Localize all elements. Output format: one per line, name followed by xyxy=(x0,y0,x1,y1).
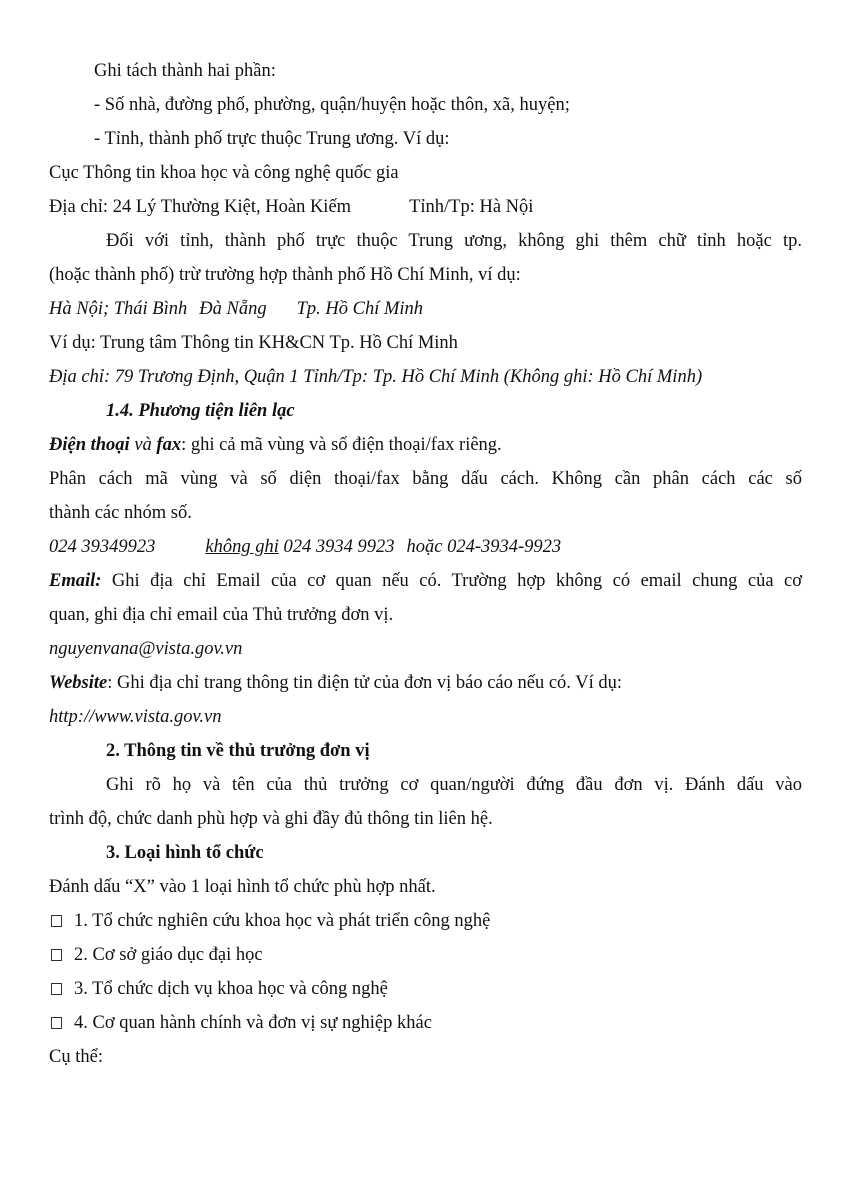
website-text: : Ghi địa chỉ trang thông tin điện tử của đơn vị báo cáo nếu có. Ví dụ: xyxy=(107,673,622,693)
website-example: http://www.vista.gov.vn xyxy=(49,707,222,727)
example1-address-line xyxy=(49,196,802,218)
city-example-a: Hà Nội; Thái Bình xyxy=(49,299,188,319)
org-type-option-1 xyxy=(49,910,802,932)
phone-fax-line xyxy=(49,434,802,456)
checkbox-icon[interactable] xyxy=(51,1017,62,1029)
phone-label-and: và xyxy=(129,435,157,455)
section-1-4-heading: 1.4. Phương tiện liên lạc xyxy=(106,401,295,421)
section-2-line-2: trình độ, chức danh phù hợp và ghi đầy đủ thông tin liên hệ. xyxy=(49,809,493,829)
email-label: Email: xyxy=(49,571,102,591)
phone-example-good: 024 39349923 xyxy=(49,537,156,557)
org-type-option-label: 4. Cơ quan hành chính và đơn vị sự nghiệp khác xyxy=(74,1013,432,1033)
website-line xyxy=(49,672,802,694)
intro-line-3: - Tỉnh, thành phố trực thuộc Trung ương. Ví dụ: xyxy=(94,129,450,149)
org-type-option-3 xyxy=(49,978,802,1000)
city-example-c: Tp. Hồ Chí Minh xyxy=(296,299,424,319)
separator-line-2: thành các nhóm số. xyxy=(49,503,192,523)
section-3-heading: 3. Loại hình tổ chức xyxy=(106,843,264,863)
section-2-heading: 2. Thông tin về thủ trưởng đơn vị xyxy=(106,741,370,761)
checkbox-icon[interactable] xyxy=(51,915,62,927)
rule-line-2: (hoặc thành phố) trừ trường hợp thành phố Hồ Chí Minh, ví dụ: xyxy=(49,265,521,285)
phone-example-or: hoặc xyxy=(406,537,443,557)
phone-example-bad-1: 024 3934 9923 xyxy=(283,537,395,557)
example2-org: Ví dụ: Trung tâm Thông tin KH&CN Tp. Hồ Chí Minh xyxy=(49,333,458,353)
example1-org: Cục Thông tin khoa học và công nghệ quốc gia xyxy=(49,163,399,183)
org-type-option-label: 2. Cơ sở giáo dục đại học xyxy=(74,945,263,965)
email-example: nguyenvana@vista.gov.vn xyxy=(49,639,243,659)
intro-line-1: Ghi tách thành hai phần: xyxy=(94,61,276,81)
website-label: Website xyxy=(49,673,108,693)
section-3-instruction: Đánh dấu “X” vào 1 loại hình tổ chức phù hợp nhất. xyxy=(49,877,436,897)
org-type-option-2 xyxy=(49,944,802,966)
fax-label: fax xyxy=(156,435,182,455)
org-type-option-label: 3. Tổ chức dịch vụ khoa học và công nghệ xyxy=(74,979,388,999)
example1-city: Tỉnh/Tp: Hà Nội xyxy=(409,197,534,217)
phone-examples xyxy=(49,536,802,558)
example1-address: Địa chỉ: 24 Lý Thường Kiệt, Hoàn Kiếm xyxy=(49,197,352,217)
email-line-1 xyxy=(49,570,802,592)
phone-fax-text: : ghi cả mã vùng và số điện thoại/fax riêng. xyxy=(181,435,502,455)
email-line-2: quan, ghi địa chỉ email của Thủ trưởng đơn vị. xyxy=(49,605,394,625)
checkbox-icon[interactable] xyxy=(51,983,62,995)
rule-line-1: Đối với tỉnh, thành phố trực thuộc Trung ương, không ghi thêm chữ tỉnh hoặc tp. xyxy=(106,231,802,251)
phone-label: Điện thoại xyxy=(49,435,130,455)
example2-address: Địa chỉ: 79 Trương Định, Quận 1 Tỉnh/Tp: Tp. Hồ Chí Minh (Không ghi: Hồ Chí Minh) xyxy=(49,367,703,387)
cities-examples xyxy=(49,298,802,320)
city-example-b: Đà Nẵng xyxy=(199,299,267,319)
phone-example-no-label: không ghi xyxy=(205,537,279,557)
email-text-1: Ghi địa chỉ Email của cơ quan nếu có. Trường hợp không có email chung của cơ xyxy=(111,571,803,591)
org-type-option-4 xyxy=(49,1012,802,1034)
separator-line-1: Phân cách mã vùng và số diện thoại/fax bằng dấu cách. Không cần phân cách các số xyxy=(49,469,802,489)
org-type-option-label: 1. Tổ chức nghiên cứu khoa học và phát triển công nghệ xyxy=(74,911,491,931)
intro-line-2: - Số nhà, đường phố, phường, quận/huyện hoặc thôn, xã, huyện; xyxy=(94,95,570,115)
specify-label: Cụ thể: xyxy=(49,1047,103,1067)
phone-example-bad-2: 024-3934-9923 xyxy=(447,537,562,557)
checkbox-icon[interactable] xyxy=(51,949,62,961)
section-2-line-1: Ghi rõ họ và tên của thủ trưởng cơ quan/người đứng đầu đơn vị. Đánh dấu vào xyxy=(106,775,802,795)
